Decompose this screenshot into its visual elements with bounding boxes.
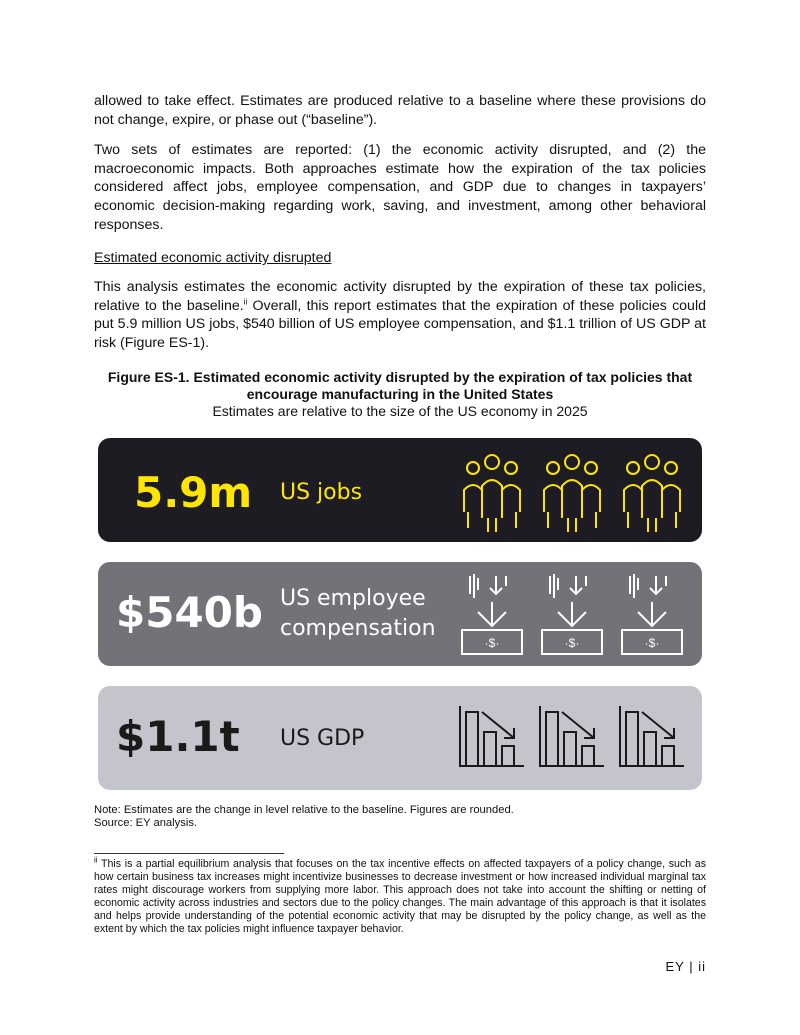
figure-title: Figure ES-1. Estimated economic activity disrupted by the expiration of tax policies that encourage manufacturing in the United States [107,368,693,402]
figure-subtitle: Estimates are relative to the size of the US economy in 2025 [212,402,588,419]
compensation-icons [456,572,688,656]
footnote-text: This is a partial equilibrium analysis that focuses on the tax incentive effects on affected taxpayers of a policy change, such as how certain business tax increases might incentivize businesses to decrease investment or how increased individual marginal tax rates might discourage workers from supplying more labor. This approach does not take into account the shifting or netting of economic activity across industries and sectors due to the policy changes. The main advantage of this approach is that it isolates and helps provide understanding of the potential economic activity that may be disrupted by the policy change, as well as the extent by which the tax policies might influence taxpayer behavior. [94,858,706,935]
bar-chart-down-icon [616,704,688,770]
svg-text:·$·: ·$· [644,635,660,650]
compensation-value: $540b [116,587,263,637]
section-heading: Estimated economic activity disrupted [94,250,332,267]
compensation-card [98,562,702,666]
jobs-icons [456,448,688,532]
compensation-label [280,584,436,644]
page-content [94,92,706,830]
bar-chart-down-icon [536,704,608,770]
svg-text:·$·: ·$· [484,635,500,650]
jobs-label: US jobs [280,479,363,505]
bar-chart-down-icon [456,704,528,770]
people-group-icon [536,448,608,532]
gdp-icons [456,704,688,770]
footnote-marker: ii [94,855,98,865]
money-down-icon [616,572,688,656]
svg-text:·$·: ·$· [564,635,580,650]
people-group-icon [616,448,688,532]
jobs-card [98,438,702,542]
money-down-icon [536,572,608,656]
gdp-label: US GDP [280,725,365,751]
page-number: EY | ii [665,959,706,974]
jobs-value: 5.9m [134,467,253,517]
compensation-label-line2: compensation [280,615,436,641]
paragraph-activity [94,278,706,352]
figure-note [94,804,706,830]
figure-note-text: Note: Estimates are the change in level relative to the baseline. Figures are rounded. [94,803,514,816]
footnote-divider [94,853,284,854]
paragraph-baseline: allowed to take effect. Estimates are produced relative to a baseline where these provisions do not change, expire, or phase out (“baseline”). [94,93,706,128]
money-down-icon [456,572,528,656]
paragraph-estimates: Two sets of estimates are reported: (1) the economic activity disrupted, and (2) the macroeconomic impacts. Both approaches estimate how the expiration of the tax policies considered affect jobs, employee compensation, and GDP due to changes in taxpayers’ economic decision-making regarding work, saving, and investment, among other behavioral responses. [94,142,706,233]
gdp-value: $1.1t [116,711,240,761]
paragraph-activity-part1: This analysis estimates the economic activity disrupted by the expiration of these tax policies, relative to the baseline. [94,279,706,314]
gdp-card [98,686,702,790]
paragraph-activity-part2: Overall, this report estimates that the expiration of these policies could put 5.9 million US jobs, $540 billion of US employee compensation, and $1.1 trillion of US GDP at risk (Figure ES-1). [94,297,706,351]
compensation-label-line1: US employee [280,585,426,611]
people-group-icon [456,448,528,532]
footnote-ref[interactable]: ii [243,297,248,307]
footnote [94,855,706,936]
figure-source: Source: EY analysis. [94,816,198,829]
